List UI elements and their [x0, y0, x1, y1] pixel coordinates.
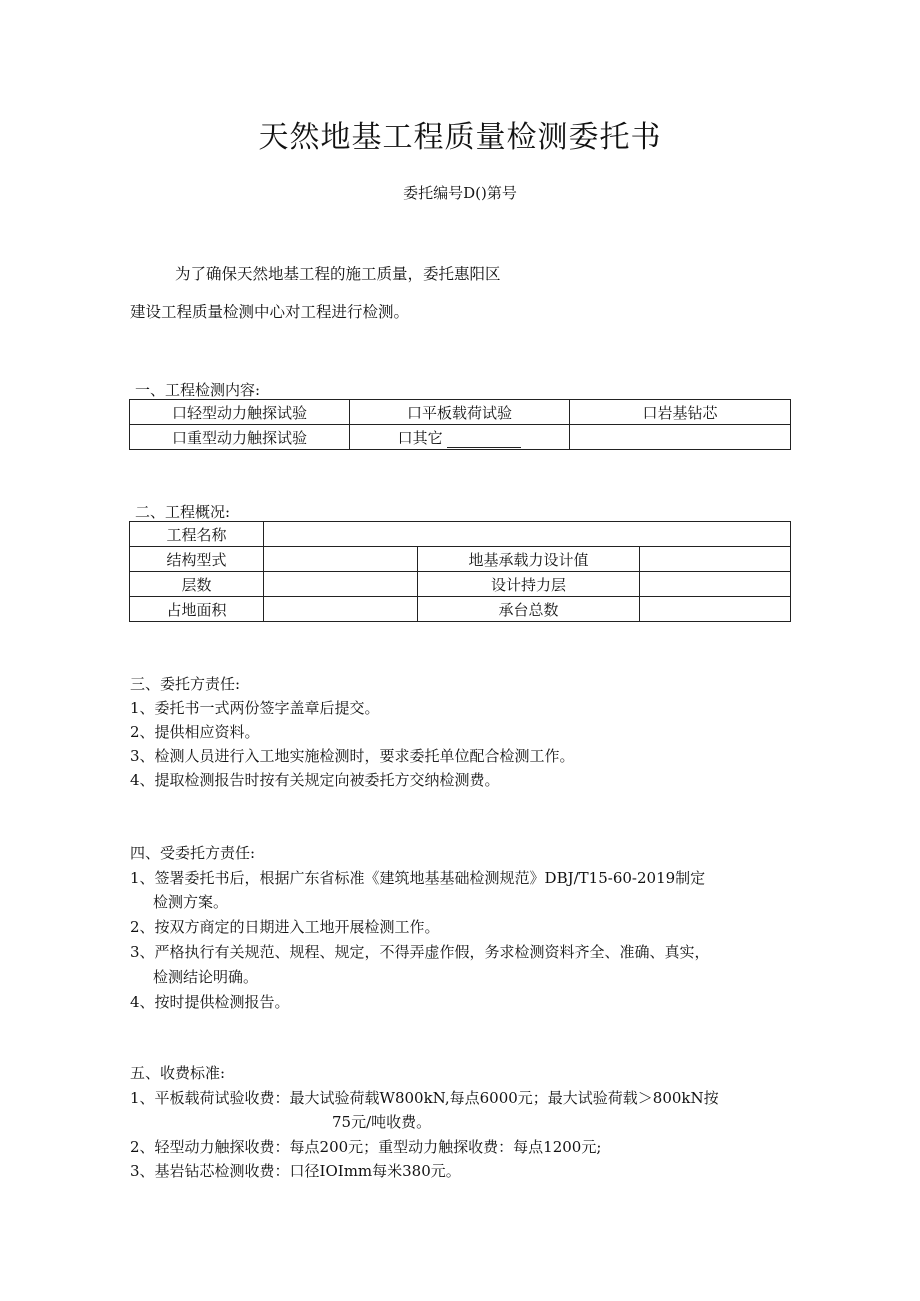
client-duty-3: 3、检测人员进行入工地实施检测时，要求委托单位配合检测工作。 [130, 747, 575, 765]
section-4-heading: 四、受委托方责任: [130, 844, 256, 862]
bearing-stratum-label: 设计持力层 [418, 572, 640, 597]
section-2-heading: 二、工程概况: [135, 503, 231, 521]
table-row [130, 400, 791, 425]
project-name-label: 工程名称 [130, 522, 264, 547]
section-5-heading: 五、收费标准: [130, 1064, 226, 1082]
client-duty-1: 1、委托书一式两份签字盖章后提交。 [130, 699, 380, 717]
checkbox-other-cell[interactable] [350, 425, 570, 450]
contractor-duty-4: 4、按时提供检测报告。 [130, 993, 290, 1011]
contractor-duty-2: 2、按双方商定的日期进入工地开展检测工作。 [130, 918, 440, 936]
bearing-capacity-label: 地基承载力设计值 [418, 547, 640, 572]
checkbox-plate-load-test[interactable]: 口平板载荷试验 [350, 400, 570, 425]
fee-item-3: 3、基岩钻芯检测收费：口径IOImm每米380元。 [130, 1162, 461, 1180]
table-row [130, 597, 791, 622]
pile-cap-count-label: 承台总数 [418, 597, 640, 622]
inspection-content-table [129, 399, 791, 450]
intro-line-1: 为了确保天然地基工程的施工质量，委托惠阳区 [175, 265, 501, 283]
bearing-capacity-value[interactable] [640, 547, 791, 572]
document-title: 天然地基工程质量检测委托书 [258, 120, 662, 155]
floors-value[interactable] [264, 572, 418, 597]
table-row [130, 522, 791, 547]
checkbox-light-penetration[interactable]: 口轻型动力触探试验 [130, 400, 350, 425]
intro-line-2: 建设工程质量检测中心对工程进行检测。 [130, 303, 410, 321]
contractor-duty-1-line-2: 检测方案。 [153, 893, 229, 911]
table-row [130, 425, 791, 450]
table-row [130, 572, 791, 597]
empty-cell [570, 425, 791, 450]
section-1-heading: 一、工程检测内容: [135, 381, 261, 399]
checkbox-other[interactable]: 口其它 [397, 428, 443, 447]
other-blank-line[interactable] [447, 433, 521, 448]
land-area-value[interactable] [264, 597, 418, 622]
floors-label: 层数 [130, 572, 264, 597]
section-3-heading: 三、委托方责任: [130, 675, 241, 693]
client-duty-4: 4、提取检测报告时按有关规定向被委托方交纳检测费。 [130, 771, 500, 789]
project-name-value[interactable] [264, 522, 791, 547]
fee-item-2: 2、轻型动力触探收费：每点200元；重型动力触探收费：每点1200元; [130, 1138, 602, 1156]
project-overview-table [129, 521, 791, 622]
checkbox-heavy-penetration[interactable]: 口重型动力触探试验 [130, 425, 350, 450]
structure-type-value[interactable] [264, 547, 418, 572]
reference-number: 委托编号D()第号 [403, 184, 517, 202]
table-row [130, 547, 791, 572]
contractor-duty-3-line-1: 3、严格执行有关规范、规程、规定，不得弄虚作假，务求检测资料齐全、准确、真实， [130, 943, 710, 961]
land-area-label: 占地面积 [130, 597, 264, 622]
client-duty-2: 2、提供相应资料。 [130, 723, 260, 741]
fee-item-1-line-2: 75元/吨收费。 [332, 1113, 432, 1131]
contractor-duty-3-line-2: 检测结论明确。 [153, 968, 259, 986]
structure-type-label: 结构型式 [130, 547, 264, 572]
contractor-duty-1-line-1: 1、签署委托书后，根据广东省标准《建筑地基基础检测规范》DBJ/T15-60-2019制定 [130, 869, 706, 887]
pile-cap-count-value[interactable] [640, 597, 791, 622]
checkbox-rock-core-drilling[interactable]: 口岩基钻芯 [570, 400, 791, 425]
fee-item-1-line-1: 1、平板载荷试验收费：最大试验荷载W800kN,每点6000元；最大试验荷载＞800kN按 [130, 1089, 719, 1107]
bearing-stratum-value[interactable] [640, 572, 791, 597]
